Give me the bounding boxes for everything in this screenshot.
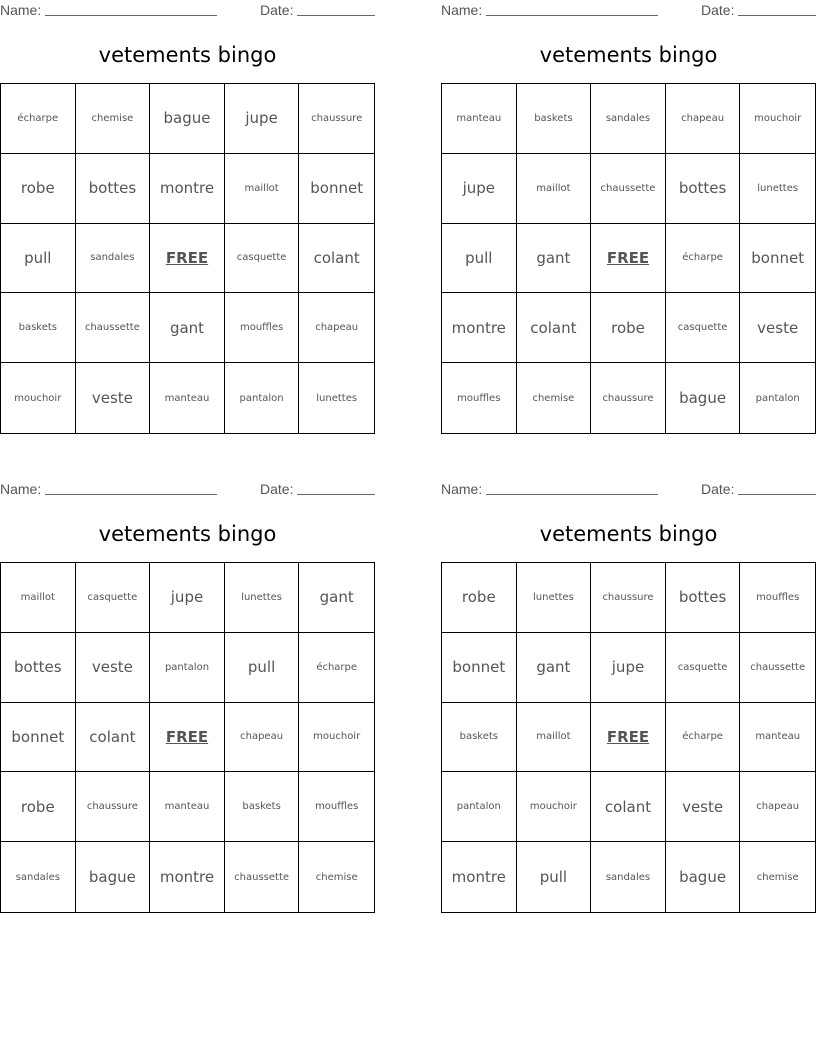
bingo-cell: lunettes [225, 563, 300, 633]
bingo-cell: bonnet [299, 154, 374, 224]
bingo-cell: bonnet [442, 633, 517, 703]
bingo-cell: pull [442, 224, 517, 294]
bingo-cell: colant [517, 293, 592, 363]
bingo-cell: mouchoir [299, 703, 374, 773]
bingo-cell: écharpe [1, 84, 76, 154]
bingo-cell: baskets [1, 293, 76, 363]
bingo-cell: casquette [666, 293, 741, 363]
bingo-cell: mouffles [225, 293, 300, 363]
bingo-cell: jupe [591, 633, 666, 703]
bingo-cell: chaussure [76, 772, 151, 842]
bingo-cell: chemise [315, 871, 358, 883]
bingo-cell: pull [517, 842, 592, 912]
bingo-cell: robe [1, 154, 76, 224]
bingo-cell: bottes [666, 563, 741, 633]
date-label: Date: [701, 2, 735, 18]
bingo-cell: veste [666, 772, 741, 842]
card-title: vetements bingo [539, 522, 718, 546]
bingo-cell: bonnet [1, 703, 76, 773]
date-line [738, 15, 816, 16]
bingo-card [441, 479, 816, 913]
bingo-cell: chemise [76, 84, 151, 154]
bingo-cell: maillot [517, 703, 592, 773]
bingo-cell: veste [76, 633, 151, 703]
bingo-cell: colant [299, 224, 374, 294]
bingo-cell: bottes [666, 154, 741, 224]
free-cell: FREE [591, 703, 666, 773]
card-title: vetements bingo [539, 43, 718, 67]
bingo-cell: chemise [756, 871, 799, 883]
bingo-cell: manteau [740, 703, 815, 773]
card-title: vetements bingo [98, 43, 277, 67]
bingo-grid [441, 83, 816, 434]
bingo-cell: sandales [591, 842, 666, 912]
bingo-cell: bague [150, 84, 225, 154]
bingo-cell: pull [225, 633, 300, 703]
bingo-cell: montre [150, 842, 225, 912]
bingo-cell: mouffles [740, 563, 815, 633]
name-label: Name: [441, 2, 483, 18]
bingo-cell: montre [150, 154, 225, 224]
bingo-cell: écharpe [666, 703, 741, 773]
bingo-cell: chapeau [299, 293, 374, 363]
date-line [297, 494, 375, 495]
date-line [297, 15, 375, 16]
bingo-cell: baskets [225, 772, 300, 842]
bingo-cell: casquette [76, 563, 151, 633]
name-date-row [0, 0, 375, 22]
bingo-cell: robe [591, 293, 666, 363]
bingo-cell: bague [666, 363, 741, 433]
bingo-cell: veste [740, 293, 815, 363]
date-label: Date: [701, 481, 735, 497]
bingo-cell: montre [442, 293, 517, 363]
bingo-cell: gant [150, 293, 225, 363]
name-label: Name: [0, 481, 42, 497]
bingo-cell: veste [76, 363, 151, 433]
bingo-cell: bonnet [740, 224, 815, 294]
date-label: Date: [260, 2, 294, 18]
bingo-cell: mouffles [442, 363, 517, 433]
bingo-cell: manteau [150, 772, 225, 842]
bingo-cell: gant [299, 563, 374, 633]
bingo-cell: colant [591, 772, 666, 842]
bingo-cell: montre [442, 842, 517, 912]
name-label: Name: [0, 2, 42, 18]
bingo-cell: lunettes [740, 154, 815, 224]
bingo-card [0, 0, 375, 434]
bingo-cell: chaussure [299, 84, 374, 154]
bingo-cell: jupe [442, 154, 517, 224]
date-label: Date: [260, 481, 294, 497]
name-date-row [441, 0, 816, 22]
bingo-cell: chapeau [225, 703, 300, 773]
bingo-cell: chapeau [740, 772, 815, 842]
bingo-cell: chaussette [225, 842, 300, 912]
bingo-cell: casquette [666, 633, 741, 703]
bingo-cell: pantalon [755, 392, 800, 404]
bingo-cell: pull [1, 224, 76, 294]
bingo-cell: bague [666, 842, 741, 912]
bingo-cell: chaussure [591, 563, 666, 633]
bingo-cell: robe [1, 772, 76, 842]
bingo-cell: lunettes [316, 392, 358, 404]
bingo-cell: maillot [517, 154, 592, 224]
bingo-cell: mouchoir [1, 363, 76, 433]
bingo-cell: gant [517, 633, 592, 703]
bingo-cell: gant [517, 224, 592, 294]
bingo-cell: chaussette [76, 293, 151, 363]
bingo-cell: chaussette [740, 633, 815, 703]
bingo-cell: jupe [225, 84, 300, 154]
card-title: vetements bingo [98, 522, 277, 546]
bingo-cell: baskets [517, 84, 592, 154]
bingo-grid [0, 83, 375, 434]
bingo-cell: sandales [1, 842, 76, 912]
bingo-cell: chapeau [666, 84, 741, 154]
name-line [486, 15, 658, 16]
bingo-cell: mouchoir [740, 84, 815, 154]
free-cell: FREE [150, 224, 225, 294]
name-line [486, 494, 658, 495]
bingo-grid [0, 562, 375, 913]
bingo-cell: bottes [1, 633, 76, 703]
bingo-cell: bague [76, 842, 151, 912]
bingo-cell: pantalon [150, 633, 225, 703]
name-date-row [0, 479, 375, 501]
free-cell: FREE [150, 703, 225, 773]
bingo-cell: manteau [150, 363, 225, 433]
bingo-cell: chemise [517, 363, 592, 433]
bingo-cell: bottes [76, 154, 151, 224]
bingo-cell: sandales [76, 224, 151, 294]
bingo-cell: sandales [591, 84, 666, 154]
bingo-cell: robe [442, 563, 517, 633]
date-line [738, 494, 816, 495]
free-cell: FREE [591, 224, 666, 294]
bingo-cell: lunettes [517, 563, 592, 633]
bingo-cell: maillot [225, 154, 300, 224]
bingo-cell: pantalon [225, 363, 300, 433]
bingo-cell: chaussette [591, 154, 666, 224]
bingo-card [0, 479, 375, 913]
bingo-cell: écharpe [666, 224, 741, 294]
bingo-cell: manteau [442, 84, 517, 154]
name-line [45, 494, 217, 495]
bingo-cell: baskets [442, 703, 517, 773]
bingo-cell: mouffles [299, 772, 374, 842]
bingo-cell: maillot [1, 563, 76, 633]
bingo-cell: écharpe [299, 633, 374, 703]
name-label: Name: [441, 481, 483, 497]
bingo-cell: colant [76, 703, 151, 773]
name-line [45, 15, 217, 16]
name-date-row [441, 479, 816, 501]
bingo-cell: mouchoir [517, 772, 592, 842]
bingo-cell: chaussure [591, 363, 666, 433]
bingo-cell: casquette [225, 224, 300, 294]
bingo-grid [441, 562, 816, 913]
bingo-cell: pantalon [442, 772, 517, 842]
bingo-card [441, 0, 816, 434]
bingo-cell: jupe [150, 563, 225, 633]
